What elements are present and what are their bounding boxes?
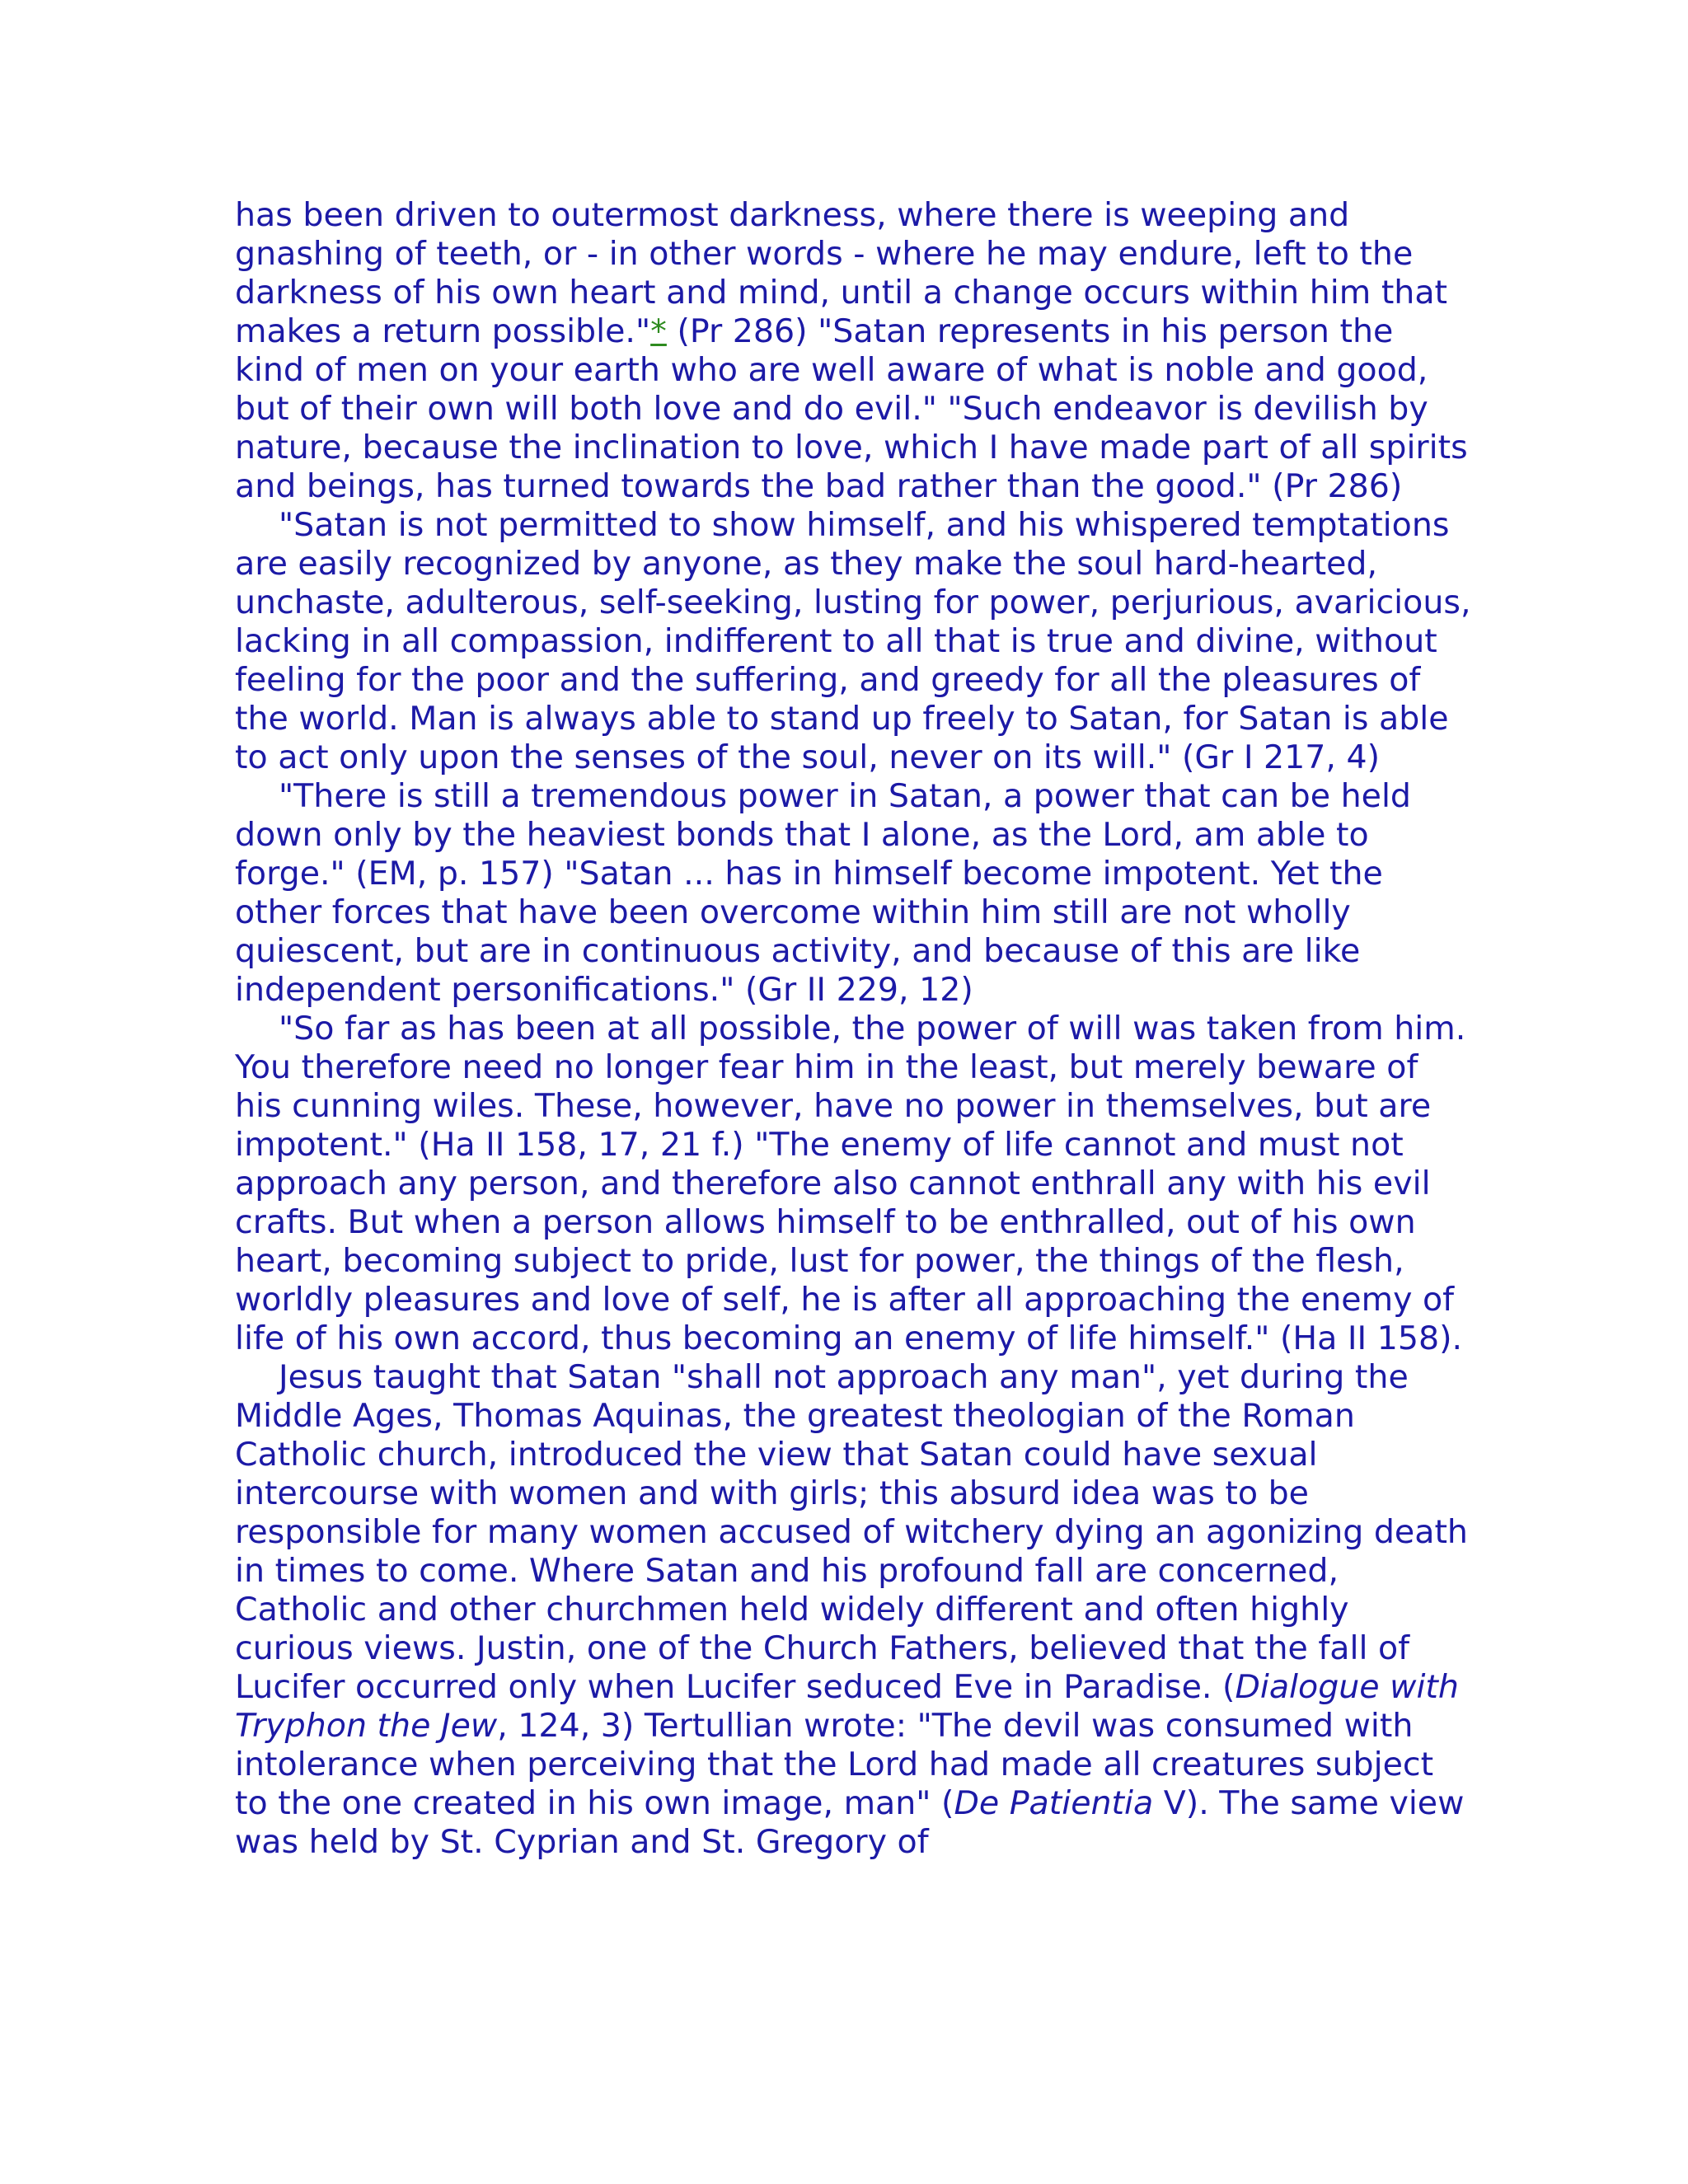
paragraph-1-text-1: has been driven to outermost darkness, where there is weeping and gnashing of teeth, or - in other words - where he may endure, left to the darkness of his own heart and mind, until a change occurs within him that makes a return possible.": [235, 196, 1448, 350]
book-title-de-patientia: De Patientia: [954, 1784, 1154, 1822]
document-page: [235, 196, 1471, 1862]
footnote-link[interactable]: *: [650, 312, 667, 350]
paragraph-1: [235, 196, 1471, 506]
paragraph-2-text: "Satan is not permitted to show himself, and his whispered temptations are easily recognized by anyone, as they make the soul hard-hearted, unchaste, adulterous, self-seeking, lusting for power, perjurious, avaricious, lacking in all compassion, indifferent to all that is true and divine, without feeling for the poor and the suffering, and greedy for all the pleasures of the world. Man is always able to stand up freely to Satan, for Satan is able to act only upon the senses of the soul, never on its will." (Gr I 217, 4): [235, 506, 1471, 776]
paragraph-2: [235, 506, 1471, 777]
paragraph-5: [235, 1358, 1471, 1862]
paragraph-3: [235, 777, 1471, 1010]
book-title-dialogue: Dialogue with Tryphon the Jew: [235, 1668, 1459, 1745]
paragraph-3-text: "There is still a tremendous power in Satan, a power that can be held down only by the heaviest bonds that I alone, as the Lord, am able to forge." (EM, p. 157) "Satan ... has in himself become impotent. Yet the other forces that have been overcome within him still are not wholly quiescent, but are in continuous activity, and because of this are like independent personifications." (Gr II 229, 12): [235, 777, 1411, 1009]
paragraph-5-text-1: Jesus taught that Satan "shall not approach any man", yet during the Middle Ages, Thomas Aquinas, the greatest theologian of the Roman Catholic church, introduced the view that Satan could have sexual intercourse with women and with girls; this absurd idea was to be responsible for many women accused of witchery dying an agonizing death in times to come. Where Satan and his profound fall are concerned, Catholic and other churchmen held widely different and often highly curious views. Justin, one of the Church Fathers, believed that the fall of Lucifer occurred only when Lucifer seduced Eve in Paradise. (: [235, 1358, 1468, 1706]
paragraph-4: [235, 1010, 1471, 1358]
paragraph-4-text: "So far as has been at all possible, the power of will was taken from him. You therefore need no longer fear him in the least, but merely beware of his cunning wiles. These, however, have no power in themselves, but are impotent." (Ha II 158, 17, 21 f.) "The enemy of life cannot and must not approach any person, and therefore also cannot enthrall any with his evil crafts. But when a person allows himself to be enthralled, out of his own heart, becoming subject to pride, lust for power, the things of the flesh, worldly pleasures and love of self, he is after all approaching the enemy of life of his own accord, thus becoming an enemy of life himself." (Ha II 158).: [235, 1010, 1466, 1357]
paragraph-1-text-2: (Pr 286) "Satan represents in his person the kind of men on your earth who are well aware of what is noble and good, but of their own will both love and do evil." "Such endeavor is devilish by nature, because the inclination to love, which I have made part of all spirits and beings, has turned towards the bad rather than the good." (Pr 286): [235, 312, 1468, 505]
paragraph-5-text-2: , 124, 3) Tertullian wrote: "The devil was consumed with intolerance when perceiving that the Lord had made all creatures subject to the one created in his own image, man" (: [235, 1707, 1434, 1822]
paragraph-5-text-3: V). The same view was held by St. Cyprian and St. Gregory of: [235, 1784, 1465, 1861]
